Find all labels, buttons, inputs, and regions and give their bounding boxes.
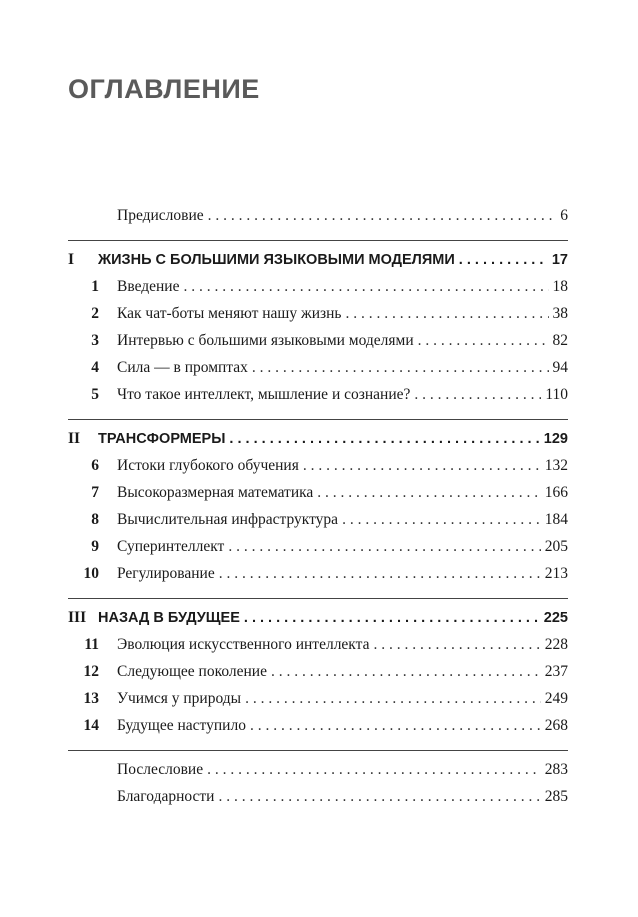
dot-leader — [414, 386, 541, 404]
dot-leader — [418, 332, 549, 350]
toc-part-2[interactable] — [68, 430, 568, 457]
chapter-label: Учимся у природы — [117, 690, 242, 707]
part-label: ТРАНСФОРМЕРЫ — [98, 431, 226, 447]
chapter-label: Будущее наступило — [117, 717, 246, 734]
dot-leader — [245, 690, 541, 708]
chapter-page: 268 — [544, 717, 568, 734]
chapter-label: Вычислительная инфраструктура — [117, 511, 339, 528]
entry-label: Благодарности — [117, 788, 215, 805]
chapter-label: Интервью с большими языковыми моделями — [117, 332, 414, 349]
chapter-label: Сила — в промптах — [117, 359, 248, 376]
chapter-page: 237 — [544, 663, 568, 680]
dot-leader — [317, 484, 540, 502]
chapter-page: 132 — [544, 457, 568, 474]
dot-leader — [219, 565, 541, 583]
dot-leader — [271, 663, 541, 681]
toc-chapter-12[interactable] — [68, 663, 568, 690]
toc-part-3[interactable] — [68, 609, 568, 636]
toc-chapter-9[interactable] — [68, 538, 568, 565]
part-number: III — [68, 609, 87, 626]
dot-leader — [244, 610, 540, 626]
chapter-number: 6 — [91, 457, 99, 474]
toc-entry-preface[interactable] — [68, 207, 568, 234]
chapter-label: Регулирование — [117, 565, 215, 582]
chapter-page: 166 — [544, 484, 568, 501]
divider — [68, 750, 568, 751]
chapter-number: 12 — [83, 663, 99, 680]
chapter-number: 4 — [91, 359, 99, 376]
part-number: I — [68, 251, 75, 268]
entry-label: Предисловие — [117, 207, 204, 224]
dot-leader — [183, 278, 548, 296]
table-of-contents — [68, 207, 568, 815]
dot-leader — [218, 788, 540, 806]
toc-part-1[interactable] — [68, 251, 568, 278]
dot-leader — [228, 538, 540, 556]
toc-chapter-6[interactable] — [68, 457, 568, 484]
chapter-label: Как чат-боты меняют нашу жизнь — [117, 305, 342, 322]
toc-chapter-11[interactable] — [68, 636, 568, 663]
toc-chapter-2[interactable] — [68, 305, 568, 332]
toc-chapter-4[interactable] — [68, 359, 568, 386]
chapter-label: Суперинтеллект — [117, 538, 225, 555]
entry-label: Послесловие — [117, 761, 204, 778]
dot-leader — [207, 761, 541, 779]
chapter-number: 8 — [91, 511, 99, 528]
chapter-page: 249 — [544, 690, 568, 707]
chapter-number: 7 — [91, 484, 99, 501]
chapter-label: Эволюция искусственного интеллекта — [117, 636, 370, 653]
toc-chapter-10[interactable] — [68, 565, 568, 592]
chapter-page: 228 — [544, 636, 568, 653]
chapter-page: 205 — [544, 538, 568, 555]
entry-page: 6 — [560, 207, 568, 224]
toc-chapter-8[interactable] — [68, 511, 568, 538]
dot-leader — [208, 207, 557, 225]
toc-chapter-13[interactable] — [68, 690, 568, 717]
dot-leader — [346, 305, 549, 323]
chapter-number: 1 — [91, 278, 99, 295]
chapter-label: Введение — [117, 278, 180, 295]
entry-page: 285 — [544, 788, 568, 805]
chapter-page: 184 — [544, 511, 568, 528]
dot-leader — [373, 636, 540, 654]
chapter-number: 5 — [91, 386, 99, 403]
part-page: 225 — [543, 610, 568, 626]
toc-chapter-3[interactable] — [68, 332, 568, 359]
divider — [68, 419, 568, 420]
part-label: НАЗАД В БУДУЩЕЕ — [98, 610, 240, 626]
chapter-label: Следующее поколение — [117, 663, 267, 680]
toc-chapter-1[interactable] — [68, 278, 568, 305]
chapter-number: 10 — [83, 565, 99, 582]
dot-leader — [459, 252, 548, 268]
page-title: ОГЛАВЛЕНИЕ — [68, 74, 260, 104]
toc-chapter-5[interactable] — [68, 386, 568, 413]
dot-leader — [342, 511, 541, 529]
dot-leader — [250, 717, 541, 735]
divider — [68, 240, 568, 241]
chapter-page: 213 — [544, 565, 568, 582]
divider — [68, 598, 568, 599]
toc-chapter-14[interactable] — [68, 717, 568, 744]
toc-entry-acknowledgements[interactable] — [68, 788, 568, 815]
dot-leader — [252, 359, 549, 377]
chapter-number: 3 — [91, 332, 99, 349]
chapter-page: 94 — [552, 359, 568, 376]
part-page: 129 — [543, 431, 568, 447]
chapter-label: Высокоразмерная математика — [117, 484, 314, 501]
chapter-number: 11 — [84, 636, 99, 653]
chapter-page: 18 — [552, 278, 568, 295]
toc-chapter-7[interactable] — [68, 484, 568, 511]
chapter-number: 2 — [91, 305, 99, 322]
part-page: 17 — [551, 252, 568, 268]
chapter-number: 14 — [83, 717, 99, 734]
toc-entry-afterword[interactable] — [68, 761, 568, 788]
chapter-page: 110 — [545, 386, 568, 403]
dot-leader — [303, 457, 541, 475]
chapter-page: 82 — [552, 332, 568, 349]
dot-leader — [229, 431, 539, 447]
part-number: II — [68, 430, 81, 447]
chapter-label: Что такое интеллект, мышление и сознание? — [117, 386, 411, 403]
entry-page: 283 — [544, 761, 568, 778]
chapter-page: 38 — [552, 305, 568, 322]
chapter-label: Истоки глубокого обучения — [117, 457, 299, 474]
chapter-number: 13 — [83, 690, 99, 707]
chapter-number: 9 — [91, 538, 99, 555]
part-label: ЖИЗНЬ С БОЛЬШИМИ ЯЗЫКОВЫМИ МОДЕЛЯМИ — [98, 252, 455, 268]
